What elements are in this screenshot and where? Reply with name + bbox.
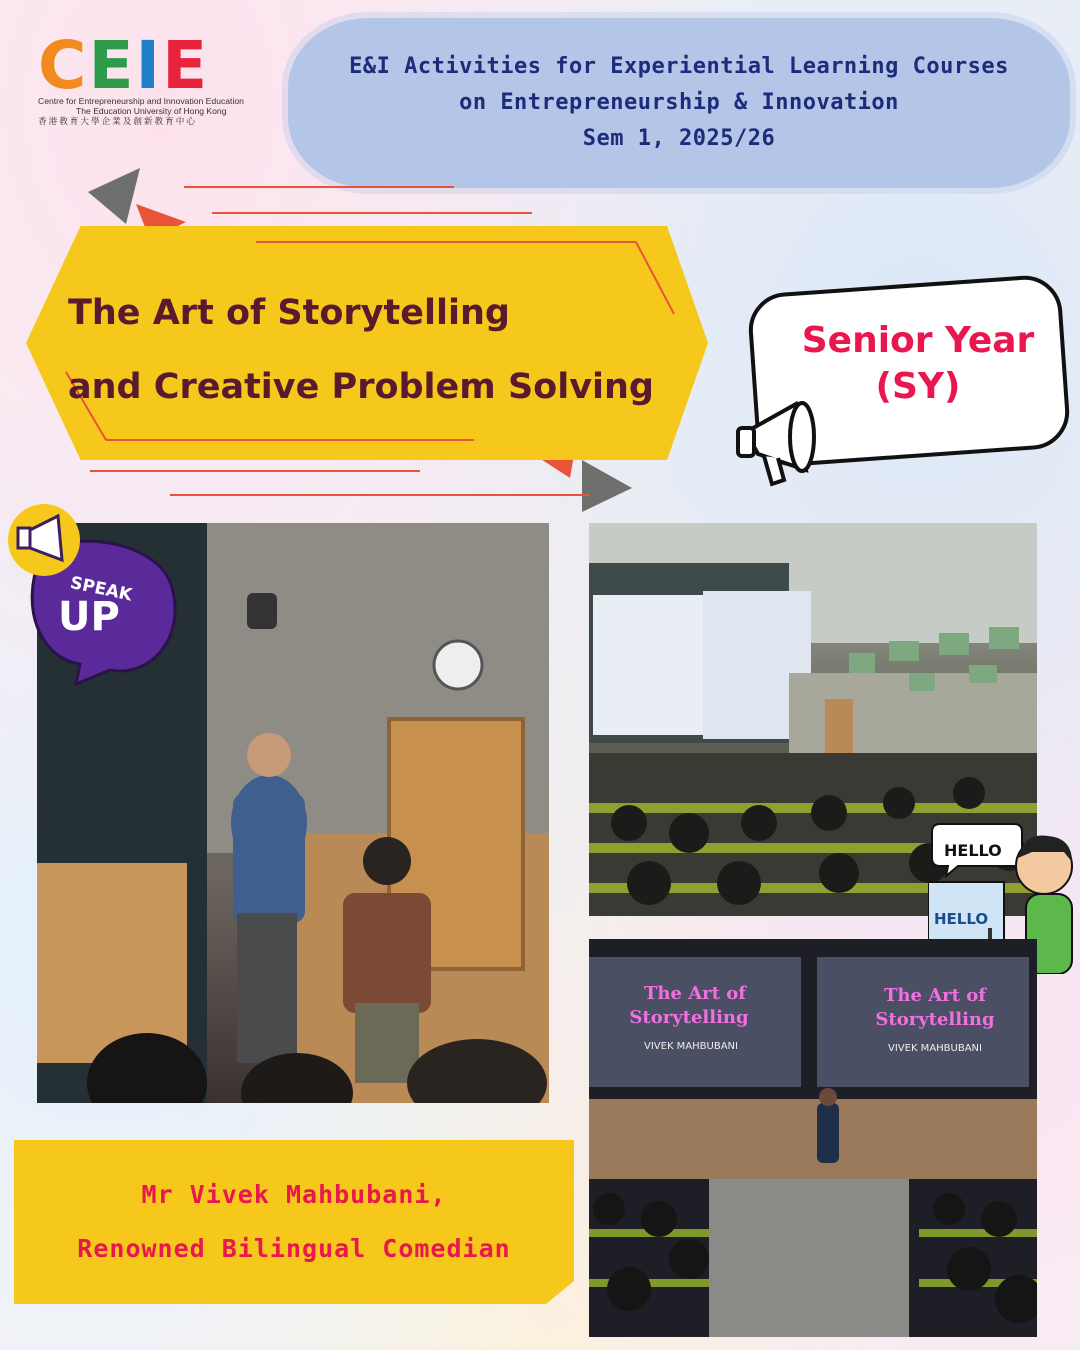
speak-up-sticker [0, 488, 190, 688]
senior-year-line-1: Senior Year [801, 320, 1035, 361]
header-line-3: Sem 1, 2025/26 [582, 126, 776, 151]
logo-subtitle-zh: 香港教育大學企業及創新教育中心 [38, 116, 197, 126]
slide-right-title-2: Storytelling [875, 1009, 995, 1030]
slide-left-presenter: VIVEK MAHBUBANI [644, 1041, 738, 1052]
speak-up-top: SPEAK [68, 572, 134, 606]
speaker-caption [14, 1168, 574, 1276]
slide-right-title-1: The Art of [884, 985, 986, 1006]
senior-year-text [770, 318, 1066, 410]
slide-right-presenter: VIVEK MAHBUBANI [888, 1043, 982, 1054]
hello-screen-text: HELLO [934, 910, 989, 928]
speak-up-bottom: UP [58, 594, 120, 640]
slide-left-title-2: Storytelling [629, 1007, 749, 1028]
slide-left-title-1: The Art of [644, 983, 746, 1004]
decor-line [212, 212, 532, 214]
header-line-2: on Entrepreneurship & Innovation [459, 90, 899, 115]
hello-bubble-text: HELLO [944, 841, 1002, 860]
decor-line [170, 494, 590, 496]
logo-subtitle-en-2: The Education University of Hong Kong [76, 106, 227, 116]
event-title-line-1: The Art of Storytelling [68, 293, 510, 333]
photo-stage-illustration [589, 939, 1037, 1337]
event-title [68, 276, 708, 424]
header-line-1: E&I Activities for Experiential Learning Courses [349, 54, 1009, 79]
event-title-line-2: and Creative Problem Solving [68, 367, 654, 407]
triangle-gray-1 [88, 168, 140, 224]
speaker-role: Renowned Bilingual Comedian [77, 1234, 511, 1263]
photo-stage-presentation [589, 939, 1037, 1337]
decor-line [90, 470, 420, 472]
senior-year-line-2: (SY) [875, 366, 961, 407]
logo-mark: CEIE [38, 27, 210, 104]
decor-line [184, 186, 454, 188]
speaker-name: Mr Vivek Mahbubani, [141, 1180, 447, 1209]
logo-subtitle-en-1: Centre for Entrepreneurship and Innovation Education [38, 96, 244, 106]
triangle-gray-2 [582, 460, 632, 512]
